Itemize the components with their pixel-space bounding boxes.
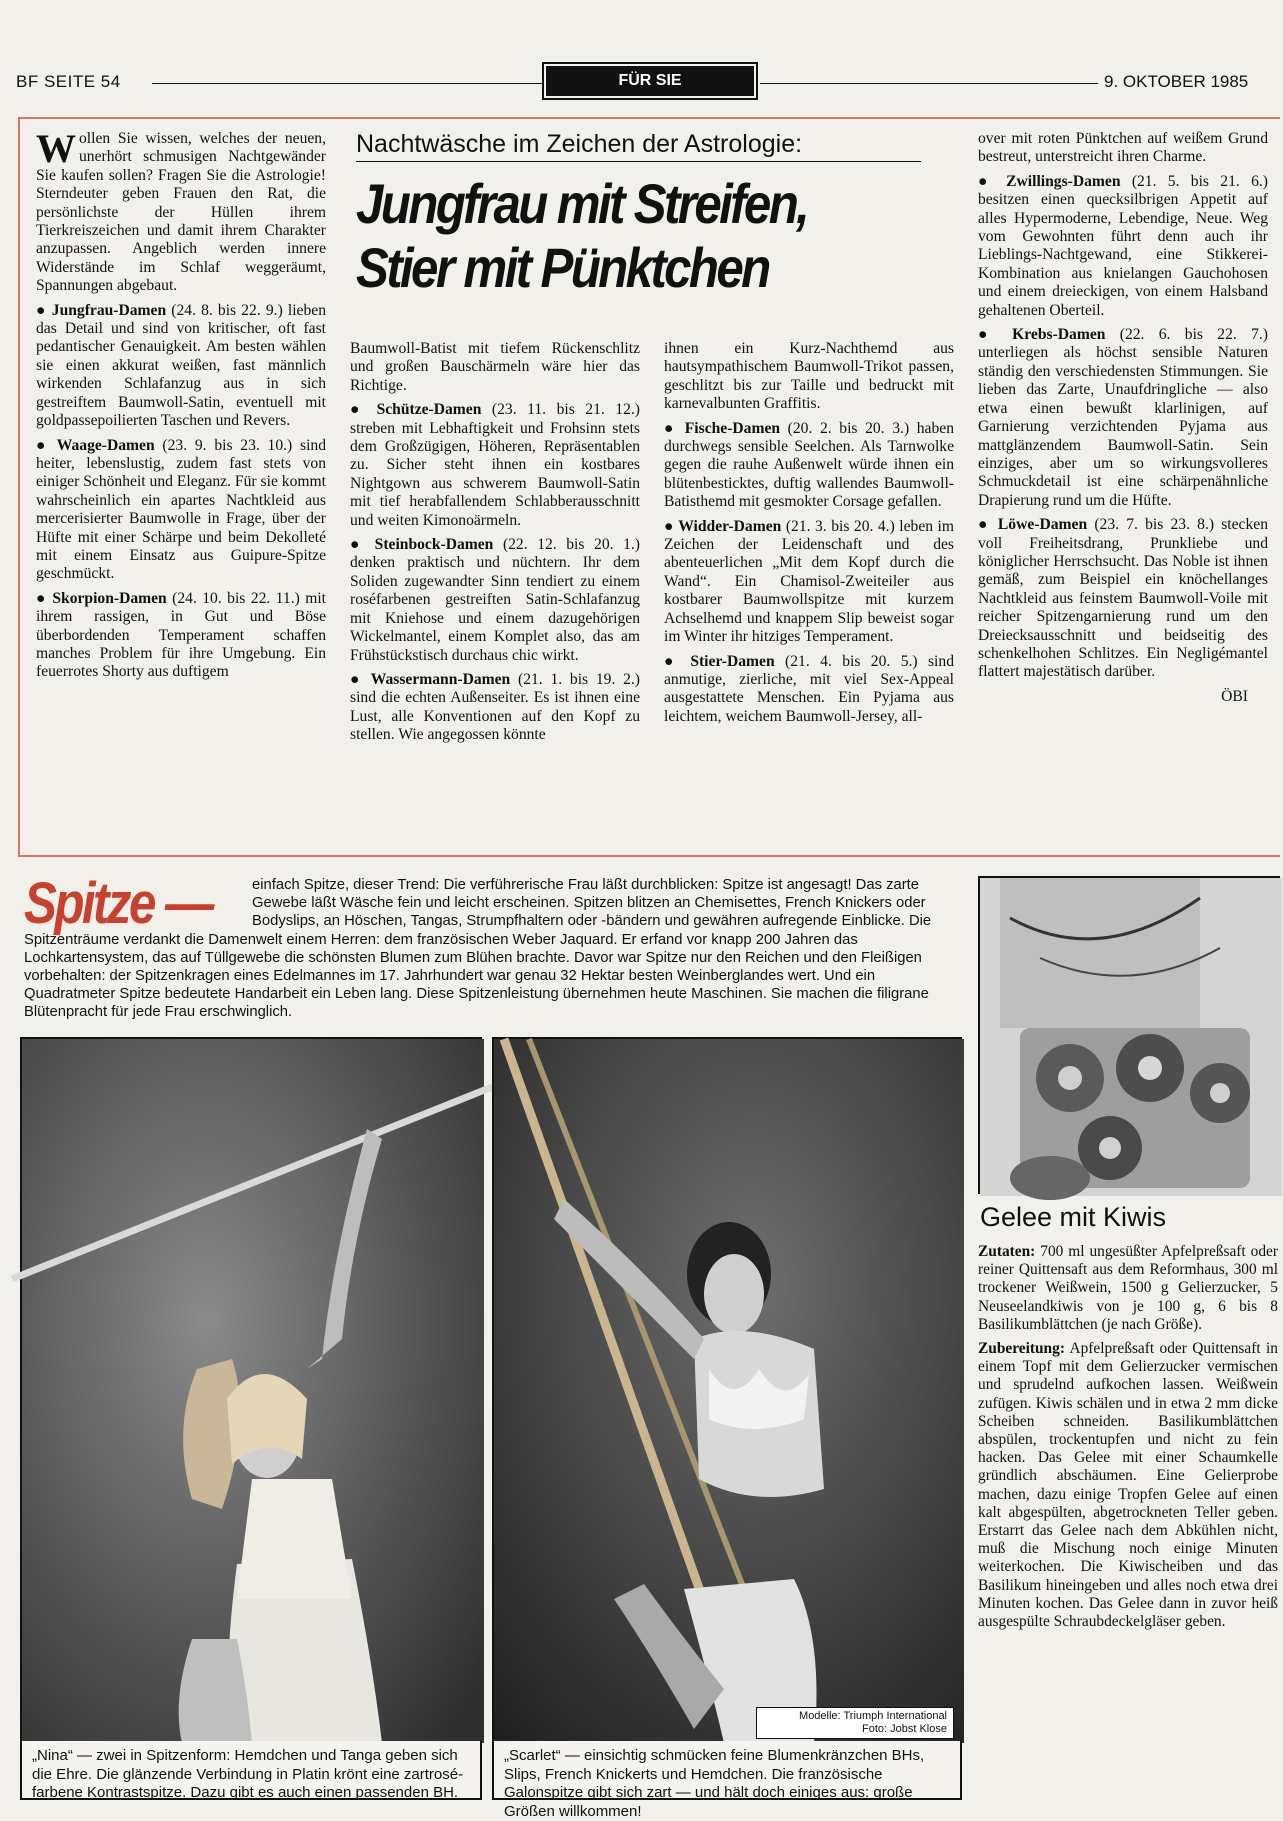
zwillinge-text: (21. 5. bis 21. 6.) besitzen einen quecksilbrigen Appetit auf alles Hypermoderne, Lebendige, Neue. Weg vom Gewohnten führt denn auch ihr Lieblings-Nachtgewand, eine Stikkerei-Kombination aus knielangen Gauchohosen und einem dreieckigen, von einem Halsband gehaltenen Oberteil.: [978, 172, 1268, 319]
skorpion-label: ● Skorpion-Damen: [36, 589, 167, 607]
ingredients-text: 700 ml ungesüßter Apfelpreßsaft oder reiner Quittensaft aus dem Reformhaus, 300 ml trockener Weißwein, 1500 g Gelierzucker, 5 Neuseelandkiwis von je 100 g, 6 bis 8 Basilikumblättchen (je nach Größe).: [978, 1243, 1278, 1333]
ingredients-label: Zutaten:: [978, 1243, 1036, 1260]
caption-nina: „Nina“ — zwei in Spitzenform: Hemdchen und Tanga geben sich die Ehre. Die glänzende Verbindung in Platin krönt eine zartrosé-farbene Kontrastspitze. Dazu gibt es auch einen passenden BH.: [20, 1741, 482, 1800]
photo-scarlet-image: [494, 1039, 964, 1743]
krebs-text: (22. 6. bis 22. 7.) unterliegen als höchst sensible Naturen ständig den verschiedensten Stimmungen. Sie lieben das Zarte, Unaufdringliche — also etwa einen bewußt klarlinigen, auf Garnierung verzichtenden Pyjama aus mattglänzendem Baumwoll-Satin. Sein einziges, aber um so wirkungsvolleres Schmuckdetail ist eine schärpenähnliche Drapierung rund um die Hüfte.: [978, 326, 1268, 509]
schuetze-paragraph: [350, 401, 640, 530]
recipe-body: [978, 1243, 1278, 1637]
zwillinge-paragraph: [978, 173, 1268, 320]
preparation-text: Apfelpreßsaft oder Quittensaft in einem Topf mit dem Gelierzucker vermischen und sprudelnd aufkochen lassen. Weißwein zufügen. Kiwis schälen und in etwa 2 mm dicke Scheiben schneiden. Basilikumblättchen abspülen, trockentupfen und nicht zu fein hacken. Das Gelee mit einer Schaumkelle gründlich abschäumen. Eine Gelierprobe machen, dazu einige Tropfen Gelee auf einen kalt abgespülten, abgetrockneten Teller geben. Erstarrt das Gelee nach dem Abkühlen nicht, muß die Mischung noch einige Minuten weiterkochen. Die Kiwischeiben und das Basilikum hineingeben und alles noch etwa drei Minuten kochen. Das Gelee dann in zuvor heiß ausgespülte Schraubdeckelgläser geben.: [978, 1340, 1278, 1631]
skorpion-paragraph: [36, 590, 326, 682]
headline-line-1: Jungfrau mit Streifen,: [356, 172, 808, 235]
stier-text: (21. 4. bis 20. 5.) sind anmutige, zierliche, mit viel Sex-Appeal ausgestattete Menschen. Ein Pyjama aus leichtem, weichem Baumwoll-Jersey, all-: [664, 652, 954, 725]
loewe-text: (23. 7. bis 23. 8.) stecken voll Freiheitsdrang, Prunkliebe und königlicher Herrschsucht. Das Noble ist ihnen gemäß, zum Beispiel ein knöchellanges Nachtkleid aus feinstem Baumwoll-Voile mit reicher Spitzengarnierung rund um den Dreiecksausschnitt und beidseitig des schenkelhohen Schlitzes. Ein Negligémantel flattert majestätisch darüber.: [978, 516, 1268, 681]
spitze-paragraph: einfach Spitze, dieser Trend: Die verführerische Frau läßt durchblicken: Spitze ist angesagt! Das zarte Gewebe läßt Wäsche fein und leicht erscheinen. Spitzen blitzen an Chemisettes, French Knickers oder Bodyslips, an Höschen, Tangas, Strumpfhaltern oder -bändern und gewähren aufregende Einblicke. Die Spitzenträume verdankt die Damenwelt einem Herren: dem französischen Weber Jaquard. Er erfand vor knapp 200 Jahren das Lochkartensystem, das auf Tüllgewebe die schönsten Blumen zum Blühen brachte. Davor war Spitze nur den Reichen und den Fleißigen vorbehalten: der Spitzenkragen eines Edelmannes im 17. Jahrhundert war genau 32 Hektar besten Weinberglandes wert. Und ein Quadratmeter Spitze bedeutete Handarbeit ein Leben lang. Diese Spitzenleistung übernehmen heute Maschinen. Sie machen die filigrane Blütenpracht für jede Frau erschwinglich.: [24, 877, 932, 1021]
schuetze-label: ● Schütze-Damen: [350, 401, 482, 419]
zwillinge-label: ● Zwillings-Damen: [978, 172, 1121, 190]
col3-continuation: ihnen ein Kurz-Nachthemd aus hautsympathischem Baumwoll-Trikot passen, geschlitzt bis zur Taille und bedruckt mit karnevalbunten Graffitis.: [664, 340, 954, 413]
photo-credit: [756, 1707, 954, 1739]
widder-label: ● Widder-Damen: [664, 517, 782, 535]
credit-photographer: Foto: Jobst Klose: [862, 1723, 947, 1735]
recipe-ingredients: [978, 1243, 1278, 1334]
section-label: FÜR SIE: [546, 66, 754, 96]
photo-kiwi-jelly: [978, 876, 1280, 1194]
loewe-paragraph: [978, 516, 1268, 682]
spitze-title-spacer: [24, 876, 252, 928]
col4-continuation: over mit roten Pünktchen auf weißem Grund bestreut, unterstreicht ihren Charme.: [978, 130, 1268, 166]
col2-continuation: Baumwoll-Batist mit tiefem Rückenschlitz und großen Bauschärmeln wäre hier das Richtige.: [350, 340, 640, 394]
article-column-2: [350, 340, 640, 751]
header-rule-right: [760, 83, 1098, 84]
article-kicker: Nachtwäsche im Zeichen der Astrologie:: [356, 130, 921, 162]
intro-paragraph: [36, 126, 326, 296]
spitze-title: Spitze —: [24, 871, 212, 936]
widder-paragraph: [664, 518, 954, 647]
article-column-1: [36, 126, 326, 688]
waage-text: (23. 9. bis 23. 10.) sind heiter, lebenslustig, zudem fast stets von einiger Schönheit und Eleganz. Für sie kommt wahrscheinlich ein apartes Nachtkleid aus mercerisierter Baumwolle in Frage, über der Hüfte mit einer Schärpe und beim Dekolleté mit einem Einsatz aus Guipure-Spitze geschmückt.: [36, 436, 326, 583]
drop-cap: W: [36, 126, 76, 171]
jungfrau-label: ● Jungfrau-Damen: [36, 301, 167, 319]
recipe-preparation: [978, 1340, 1278, 1631]
article-headline: [356, 172, 866, 300]
stier-label: ● Stier-Damen: [664, 652, 775, 670]
loewe-label: ● Löwe-Damen: [978, 516, 1088, 534]
intro-text: ollen Sie wissen, welches der neuen, unerhört schmusigen Nachtgewänder Sie kaufen sollen? Fragen Sie die Astrologie! Sterndeuter geben Frauen den Rat, die persönlichste der Hüllen ihrem Tierkreiszeichen und damit ihrem Charakter anzupassen. Angeblich werden innere Widerstände im Schlaf weggeräumt, Spannungen abgebaut.: [36, 130, 326, 295]
wassermann-text: (21. 1. bis 19. 2.) sind die echten Außenseiter. Es ist ihnen eine Lust, alle Konventionen auf den Kopf zu stellen. Wie angegossen könnte: [350, 670, 640, 744]
steinbock-text: (22. 12. bis 20. 1.) denken praktisch und nüchtern. Ihr dem Soliden zugewandter Sinn tendiert zu einem roséfarbenen gestreiften Satin-Schlafanzug mit Kniehose und einem dazugehörigen Wickelmantel, einem Komplet also, das am Frühstückstisch durchaus chic wirkt.: [350, 536, 640, 664]
schuetze-text: (23. 11. bis 21. 12.) streben mit Lebhaftigkeit und Frohsinn stets dem Großzügigen, Höheren, Repräsentablen zu. Sicher steht ihnen ein kostbares Nightgown aus schwerem Baumwoll-Satin mit tief herabfallendem Schlabberausschnitt und weiten Kimonoärmeln.: [350, 401, 640, 529]
steinbock-paragraph: [350, 536, 640, 665]
jungfrau-paragraph: [36, 302, 326, 431]
preparation-label: Zubereitung:: [978, 1340, 1065, 1358]
page-number: BF SEITE 54: [16, 72, 121, 91]
fische-text: (20. 2. bis 20. 3.) haben durchwegs sensible Seelchen. Als Tarnwolke gegen die rauhe Außenwelt würde ihnen ein blütenbesticktes, duftig wallendes Baumwoll-Batisthemd mit gesmokter Corsage gefallen.: [664, 419, 954, 511]
wassermann-paragraph: [350, 671, 640, 745]
recipe-title: Gelee mit Kiwis: [980, 1202, 1167, 1232]
widder-text: (21. 3. bis 20. 4.) leben im Zeichen der Leidenschaft und des abenteuerlichen „Mit dem Kopf durch die Wand“. Ein Chamisol-Zweiteiler aus kostbarer Baumwollspitze mit kurzem Achselhemd und knappem Slip beweist sogar im Winter ihr hitziges Temperament.: [664, 517, 954, 646]
krebs-label: ● Krebs-Damen: [978, 326, 1106, 344]
caption-scarlet: „Scarlet“ — einsichtig schmücken feine Blumenkränzchen BHs, Slips, French Knickerts und Hemdchen. Die französische Galonspitze gibt sich zart — und hält doch einiges aus: große Größen willkommen!: [492, 1741, 962, 1800]
spitze-text: [24, 876, 960, 1022]
jungfrau-text: (24. 8. bis 22. 9.) lieben das Detail und sind von kritischer, oft fast pedantischer Genauigkeit. Am besten wählen sie einen akkurat weißen, fast männlich wirkenden Schlafanzug aus in sich gestreiftem Baumwoll-Satin, eventuell mit goldpassepoilierten Taschen und Revers.: [36, 301, 326, 430]
header-rule-left: [152, 83, 542, 84]
fische-label: ● Fische-Damen: [664, 419, 781, 437]
photo-nina-image: [22, 1039, 484, 1743]
article-column-4: [978, 130, 1268, 712]
fische-paragraph: [664, 420, 954, 512]
article-column-3: [664, 340, 954, 732]
author-initials: ÖBI: [1221, 687, 1248, 705]
waage-label: ● Waage-Damen: [36, 436, 155, 454]
kiwi-jelly-image: [980, 878, 1282, 1196]
credit-models: Modelle: Triumph International: [799, 1710, 947, 1722]
skorpion-text: (24. 10. bis 22. 11.) mit ihrem rassigen, in Gut und Böse überbordenden Temperament schaffen manches Problem für ihre Umgebung. Ein feuerrotes Shorty aus duftigem: [36, 589, 326, 681]
krebs-paragraph: [978, 326, 1268, 510]
wassermann-label: ● Wassermann-Damen: [350, 670, 511, 688]
stier-paragraph: [664, 653, 954, 727]
steinbock-label: ● Steinbock-Damen: [350, 536, 494, 554]
photo-nina: [20, 1037, 482, 1741]
headline-line-2: Stier mit Pünktchen: [356, 236, 769, 299]
waage-paragraph: [36, 437, 326, 584]
photo-scarlet: [492, 1037, 962, 1741]
issue-date: 9. OKTOBER 1985: [1104, 72, 1249, 91]
